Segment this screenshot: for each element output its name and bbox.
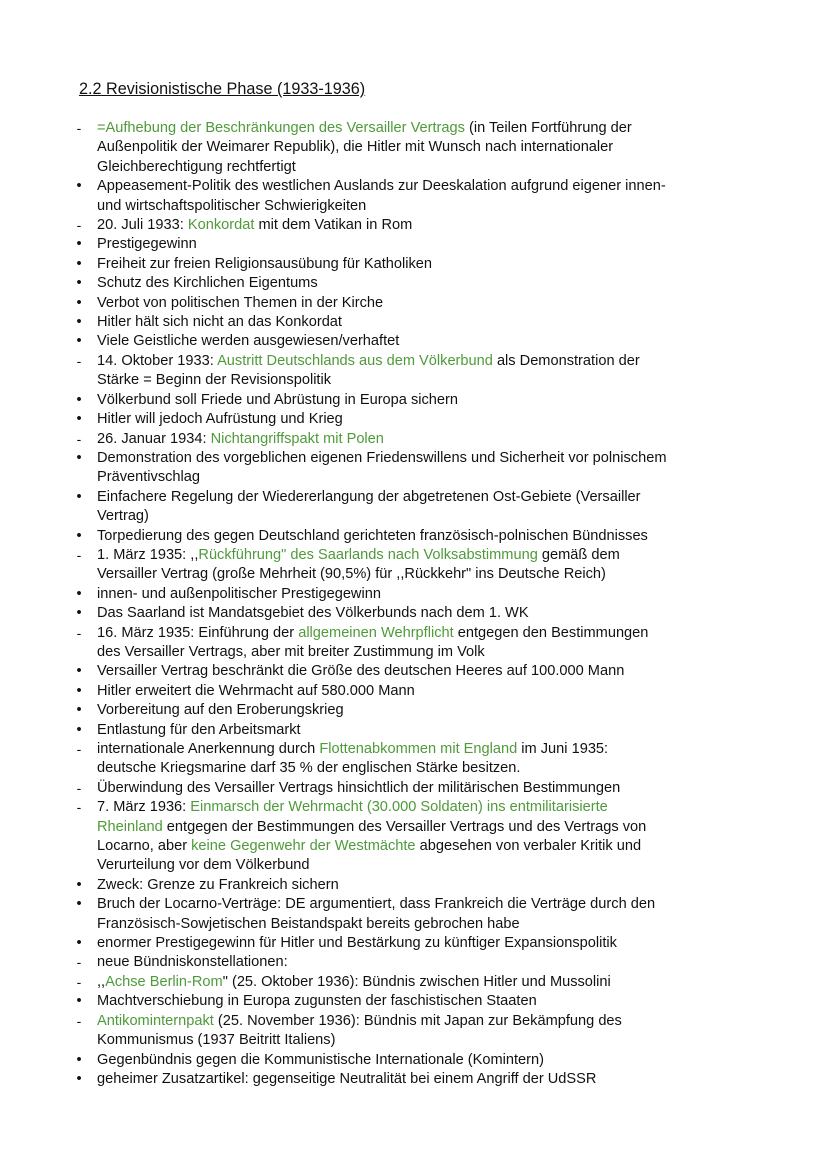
item-line (97, 1031, 763, 1050)
list-item (73, 779, 763, 798)
item-line (97, 759, 763, 778)
line-text: Überwindung des Versailler Vertrags hinsichtlich der militärischen Bestimmungen (97, 779, 621, 796)
list-item (73, 682, 763, 701)
list-item (73, 953, 763, 972)
item-line (97, 177, 763, 196)
line-text: Bruch der Locarno-Verträge: DE argumentiert, dass Frankreich die Verträge durch den (97, 896, 656, 913)
list-item (73, 604, 763, 623)
item-line (97, 449, 763, 468)
bullet-icon: • (76, 449, 82, 466)
item-line (97, 197, 763, 216)
line-text: Vertrag) (97, 508, 149, 525)
bullet-icon: • (76, 993, 82, 1010)
bullet-icon: • (76, 935, 82, 952)
section-heading: 2.2 Revisionistische Phase (1933-1936) (79, 80, 366, 98)
dash-icon: - (76, 741, 82, 757)
list-item (73, 274, 763, 293)
highlighted-term: Konkordat (187, 217, 255, 234)
item-line (97, 235, 763, 254)
bullet-icon: • (76, 721, 82, 738)
item-line (97, 546, 763, 565)
line-text: internationale Anerkennung durch (97, 741, 320, 757)
dash-icon: - (76, 1012, 82, 1029)
item-line (97, 332, 763, 351)
list-item (73, 410, 763, 429)
item-line (97, 1012, 763, 1031)
line-text: Gleichberechtigung rechtfertigt (97, 158, 296, 175)
item-line (97, 721, 763, 740)
item-line (97, 507, 763, 526)
item-line (97, 158, 763, 177)
line-text: 16. März 1935: Einführung der (97, 624, 299, 641)
dash-icon: - (76, 954, 82, 971)
dash-icon: - (76, 217, 82, 234)
list-item (73, 895, 763, 934)
item-line (97, 488, 763, 507)
line-text: " (25. Oktober 1936): Bündnis zwischen Hitler und Mussolini (222, 973, 611, 990)
item-line (97, 255, 763, 274)
list-item (73, 332, 763, 351)
list-item (73, 701, 763, 720)
item-line (97, 565, 763, 584)
item-line (97, 643, 763, 662)
bullet-icon: • (76, 488, 82, 505)
item-line (97, 430, 763, 449)
list-item (73, 216, 763, 235)
line-text: deutsche Kriegsmarine darf 35 % der englischen Stärke besitzen. (97, 760, 521, 777)
item-line (97, 352, 763, 371)
bullet-icon: • (76, 585, 82, 602)
list-item (73, 177, 763, 216)
list-item (73, 119, 763, 177)
line-text: Hitler will jedoch Aufrüstung und Krieg (97, 411, 343, 428)
line-text: des Versailler Vertrags, aber mit breiter Zustimmung im Volk (97, 643, 485, 660)
list-item (73, 488, 763, 527)
list-item (73, 1012, 763, 1051)
list-item (73, 391, 763, 410)
line-text: 20. Juli 1933: (97, 217, 188, 234)
line-text: Versailler Vertrag (große Mehrheit (90,5%) für ,,Rückkehr" ins Deutsche Reich) (97, 566, 606, 583)
bullet-icon: • (76, 663, 82, 680)
dash-icon: - (76, 624, 82, 641)
list-item (73, 934, 763, 953)
line-text: Völkerbund soll Friede und Abrüstung in Europa sichern (97, 391, 459, 408)
line-text: Entlastung für den Arbeitsmarkt (97, 721, 301, 738)
item-line (97, 915, 763, 934)
item-line (97, 798, 763, 817)
line-text: Prestigegewinn (97, 236, 197, 253)
item-line (97, 1051, 763, 1070)
line-text: (25. November 1936): Bündnis mit Japan zur Bekämpfung des (213, 1012, 622, 1029)
item-line (97, 371, 763, 390)
line-text: im Juni 1935: (517, 741, 609, 757)
item-line (97, 119, 763, 138)
list-item (73, 527, 763, 546)
line-text: gemäß dem (537, 546, 620, 563)
line-text: Machtverschiebung in Europa zugunsten der faschistischen Staaten (97, 993, 537, 1010)
item-line (97, 468, 763, 487)
line-text: innen- und außenpolitischer Prestigegewinn (97, 585, 381, 602)
item-line (97, 779, 763, 798)
list-item (73, 1070, 763, 1089)
line-text: Gegenbündnis gegen die Kommunistische Internationale (Komintern) (97, 1051, 544, 1068)
list-item (73, 546, 763, 585)
line-text: 14. Oktober 1933: (97, 352, 218, 369)
item-line (97, 876, 763, 895)
bullet-icon: • (76, 275, 82, 292)
bullet-icon: • (76, 702, 82, 719)
list-item (73, 721, 763, 740)
list-item (73, 255, 763, 274)
line-text: enormer Prestigegewinn für Hitler und Bestärkung zu künftiger Expansionspolitik (97, 935, 617, 952)
list-item (73, 876, 763, 895)
list-item (73, 430, 763, 449)
bullet-icon: • (76, 333, 82, 350)
item-line (97, 895, 763, 914)
bullet-icon: • (76, 876, 82, 893)
item-line (97, 138, 763, 157)
line-text: neue Bündniskonstellationen: (97, 954, 288, 971)
dash-icon: - (76, 799, 82, 816)
list-item (73, 662, 763, 681)
line-text: Verurteilung vor dem Völkerbund (97, 857, 310, 874)
dash-icon: - (76, 779, 82, 796)
bullet-icon: • (76, 527, 82, 544)
line-text: Stärke = Beginn der Revisionspolitik (97, 372, 332, 389)
bullet-icon: • (76, 314, 82, 331)
line-text: entgegen den Bestimmungen (453, 624, 649, 641)
item-line (97, 856, 763, 875)
item-line (97, 740, 763, 759)
highlighted-term: Antikominternpakt (97, 1012, 214, 1029)
list-item (73, 973, 763, 992)
list-item (73, 798, 763, 876)
item-line (97, 682, 763, 701)
line-text: als Demonstration der (492, 352, 640, 369)
line-text: Kommunismus (1937 Beitritt Italiens) (97, 1032, 336, 1049)
line-text: geheimer Zusatzartikel: gegenseitige Neutralität bei einem Angriff der UdSSR (97, 1070, 597, 1087)
line-text: Versailler Vertrag beschränkt die Größe des deutschen Heeres auf 100.000 Mann (97, 663, 625, 680)
item-line (97, 410, 763, 429)
line-text: Zweck: Grenze zu Frankreich sichern (97, 876, 339, 893)
line-text: Hitler erweitert die Wehrmacht auf 580.000 Mann (97, 682, 415, 699)
item-line (97, 274, 763, 293)
line-text: Französisch-Sowjetischen Beistandspakt bereits gebrochen habe (97, 915, 520, 932)
line-text: und wirtschaftspolitischer Schwierigkeiten (97, 197, 367, 214)
line-text: entgegen der Bestimmungen des Versailler Vertrags und des Vertrags von (162, 818, 647, 835)
list-item (73, 992, 763, 1011)
line-text: Außenpolitik der Weimarer Republik), die Hitler mit Wunsch nach internationaler (97, 139, 614, 156)
line-text: (in Teilen Fortführung der (464, 120, 632, 136)
bullet-icon: • (76, 391, 82, 408)
item-line (97, 391, 763, 410)
line-text: Appeasement-Politik des westlichen Auslands zur Deeskalation aufgrund eigener innen- (97, 178, 666, 195)
list-item (73, 1051, 763, 1070)
dash-icon: - (76, 120, 82, 136)
item-line (97, 294, 763, 313)
line-text: 1. März 1935: ,, (97, 546, 199, 563)
bullet-icon: • (76, 236, 82, 253)
line-text: Viele Geistliche werden ausgewiesen/verhaftet (97, 333, 400, 350)
notes-list (73, 119, 763, 1089)
line-text: Verbot von politischen Themen in der Kirche (97, 294, 384, 311)
line-text: Demonstration des vorgeblichen eigenen Friedenswillens und Sicherheit vor polnischem (97, 449, 667, 466)
item-line (97, 216, 763, 235)
list-item (73, 313, 763, 332)
list-item (73, 352, 763, 391)
list-item (73, 235, 763, 254)
bullet-icon: • (76, 605, 82, 622)
line-text: Präventivschlag (97, 469, 201, 486)
highlighted-term: =Aufhebung der Beschränkungen des Versailler Vertrags (97, 120, 465, 136)
highlighted-term: Rückführung" des Saarlands nach Volksabstimmung (198, 546, 538, 563)
item-line (97, 527, 763, 546)
bullet-icon: • (76, 896, 82, 913)
line-text: Das Saarland ist Mandatsgebiet des Völkerbunds nach dem 1. WK (97, 605, 529, 622)
line-text: 26. Januar 1934: (97, 430, 211, 447)
item-line (97, 313, 763, 332)
bullet-icon: • (76, 411, 82, 428)
line-text: Freiheit zur freien Religionsausübung für Katholiken (97, 255, 433, 272)
item-line (97, 585, 763, 604)
bullet-icon: • (76, 255, 82, 272)
line-text: Locarno, aber (97, 838, 192, 855)
bullet-icon: • (76, 294, 82, 311)
highlighted-term: allgemeinen Wehrpflicht (298, 624, 454, 641)
item-line (97, 837, 763, 856)
item-line (97, 973, 763, 992)
list-item (73, 449, 763, 488)
dash-icon: - (76, 546, 82, 563)
line-text: Hitler hält sich nicht an das Konkordat (97, 314, 342, 331)
item-line (97, 624, 763, 643)
item-line (97, 953, 763, 972)
list-item (73, 624, 763, 663)
dash-icon: - (76, 352, 82, 369)
line-text: ,, (97, 973, 106, 990)
line-text: abgesehen von verbaler Kritik und (415, 838, 642, 855)
list-item (73, 740, 763, 779)
highlighted-term: Austritt Deutschlands aus dem Völkerbund (217, 352, 493, 369)
line-text: mit dem Vatikan in Rom (254, 217, 413, 234)
item-line (97, 604, 763, 623)
list-item (73, 585, 763, 604)
highlighted-term: Achse Berlin-Rom (105, 973, 223, 990)
dash-icon: - (76, 973, 82, 990)
item-line (97, 662, 763, 681)
line-text: Torpedierung des gegen Deutschland gerichteten französisch-polnischen Bündnisses (97, 527, 648, 544)
highlighted-term: Rheinland (97, 818, 163, 835)
item-line (97, 701, 763, 720)
line-text: Schutz des Kirchlichen Eigentums (97, 275, 318, 292)
highlighted-term: Nichtangriffspakt mit Polen (210, 430, 384, 447)
highlighted-term: keine Gegenwehr der Westmächte (191, 838, 416, 855)
line-text: Einfachere Regelung der Wiedererlangung der abgetretenen Ost-Gebiete (Versailler (97, 488, 641, 505)
bullet-icon: • (76, 1070, 82, 1087)
dash-icon: - (76, 430, 82, 447)
line-text: Vorbereitung auf den Eroberungskrieg (97, 702, 344, 719)
highlighted-term: Einmarsch der Wehrmacht (30.000 Soldaten) ins entmilitarisierte (190, 799, 608, 816)
highlighted-term: Flottenabkommen mit England (319, 741, 518, 757)
item-line (97, 992, 763, 1011)
item-line (97, 1070, 763, 1089)
item-line (97, 934, 763, 953)
line-text: 7. März 1936: (97, 799, 191, 816)
item-line (97, 818, 763, 837)
bullet-icon: • (76, 682, 82, 699)
bullet-icon: • (76, 1051, 82, 1068)
bullet-icon: • (76, 178, 82, 195)
list-item (73, 294, 763, 313)
